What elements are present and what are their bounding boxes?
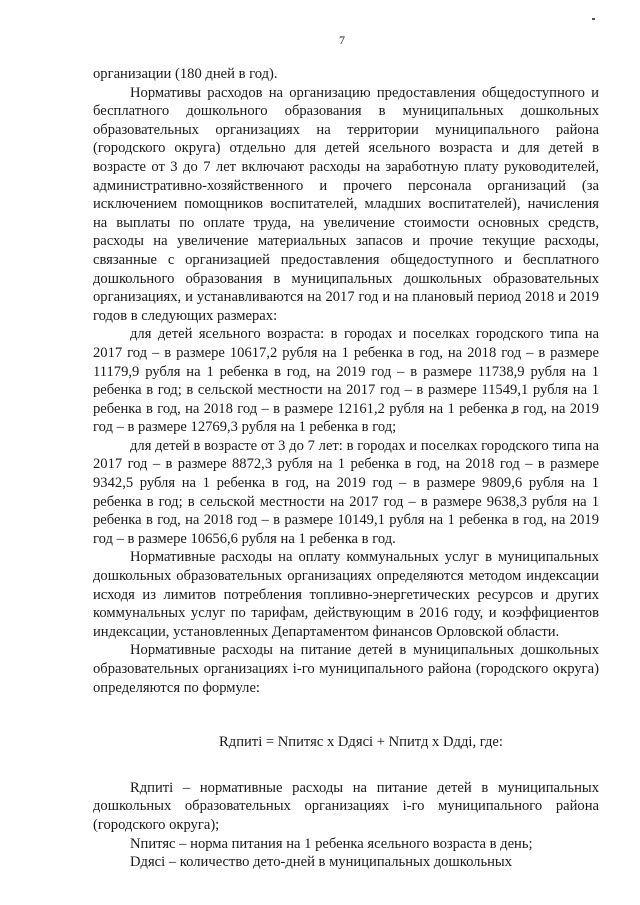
paragraph: для детей ясельного возраста: в городах и поселках городского типа на 2017 год – в размере 10617,2 рубля на 1 ребенка в год, на 2018 год – в размере 11179,9 рубля на 1 ребенка в год, на 2019 год – в размере 11738,9 рубля на 1 ребенка в год; в сельской местности на 2017 год – в размере 11549,1 рубля на 1 ребенка в год, на 2018 год – в размере 12161,2 рубля на 1 ребенка в год, на 2019 год – в размере 12769,3 рубля на 1 ребенка в год; (93, 326, 599, 436)
paragraph: Нормативы расходов на организацию предоставления общедоступного и бесплатного дошкольного образования в муниципальных дошкольных образовательных организациях на территории муниципального района (городского округа) отдельно для детей ясельного возраста и для детей в возрасте от 3 до 7 лет включают расходы на заработную плату руководителей, административно-хозяйственного и прочего персонала организаций (за исключением помощников воспитателей, младших воспитателей), начисления на выплаты по оплате труда, на увеличение стоимости основных средств, расходы на увеличение материальных запасов и прочие текущие расходы, связанные с организацией предоставления общедоступного и бесплатного дошкольного образования в муниципальных дошкольных образовательных организациях, и устанавливаются на 2017 год и на плановый период 2018 и 2019 годов в следующих размерах: (93, 84, 599, 324)
definition-item: Rдпитi – нормативные расходы на питание детей в муниципальных дошкольных образовательных организациях i-го муниципального района (городского округа); (93, 779, 599, 833)
document-body (93, 65, 599, 872)
paragraph: для детей в возрасте от 3 до 7 лет: в городах и поселках городского типа на 2017 год – в размере 8872,3 рубля на 1 ребенка в год, на 2018 год – в размере 9342,5 рубля на 1 ребенка в год, на 2019 год – в размере 9809,6 рубля на 1 ребенка в год; в сельской местности на 2017 год – в размере 9638,3 рубля на 1 ребенка в год, на 2018 год – в размере 10149,1 рубля на 1 ребенка в год, на 2019 год – в размере 10656,6 рубля на 1 ребенка в год. (93, 437, 599, 547)
formula: Rдпитi = Nпитяс x Dдясi + Nпитд x Dддi, где: (219, 734, 503, 751)
scan-artifact (592, 18, 595, 20)
definition-item: Dдясi – количество дето-дней в муниципальных дошкольных (130, 854, 513, 871)
paragraph: Нормативные расходы на оплату коммунальных услуг в муниципальных дошкольных образовательных организациях определяются методом индексации исходя из лимитов потребления топливно-энергетических ресурсов и других коммунальных услуг по тарифам, действующим в 2016 году, и коэффициентов индексации, установленных Департаментом финансов Орловской области. (93, 549, 599, 640)
page-number: 7 (339, 33, 345, 47)
paragraph: организации (180 дней в год). (93, 66, 278, 82)
definition-item: Nпитяс – норма питания на 1 ребенка ясельного возраста в день; (130, 835, 533, 852)
paragraph: Нормативные расходы на питание детей в муниципальных дошкольных образовательных организациях i-го муниципального района (городского округа) определяются по формуле: (93, 642, 599, 696)
